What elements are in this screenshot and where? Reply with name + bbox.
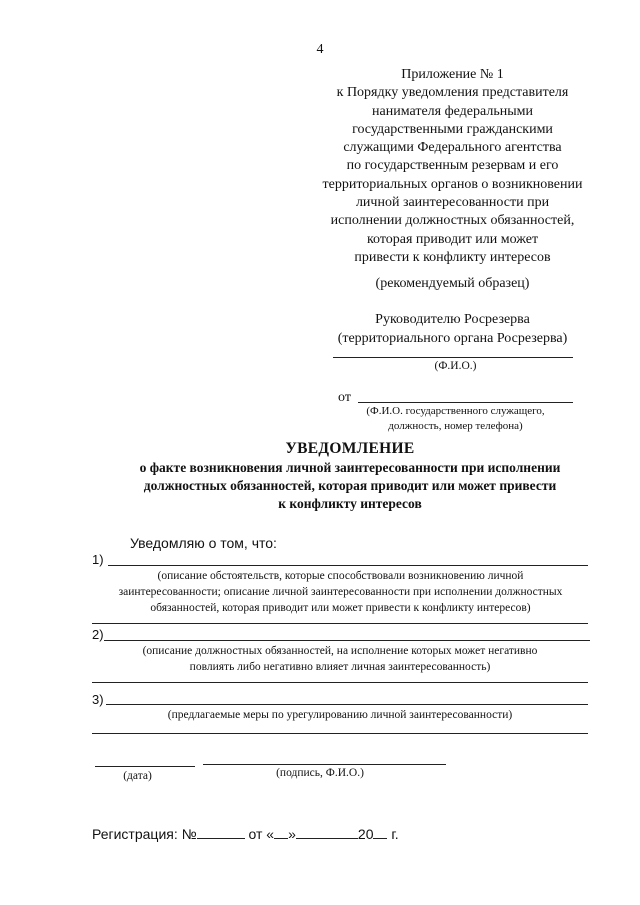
registration-day-blank (274, 826, 288, 839)
registration-year-prefix: 20 (357, 826, 374, 842)
caption-line: (предлагаемые меры по урегулированию личной заинтересованности) (167, 709, 513, 721)
from-caption-line: (Ф.И.О. государственного служащего, (366, 405, 545, 417)
registration-from: от « (248, 826, 275, 842)
item-2-caption (95, 643, 585, 675)
appendix-line: по государственным резервам и его (346, 158, 559, 174)
date-line (95, 766, 195, 767)
registration-label: Регистрация: № (92, 826, 197, 842)
caption-line: (описание обстоятельств, которые способствовали возникновению личной (157, 570, 524, 582)
registration-year-suffix: г. (391, 826, 399, 842)
caption-line: заинтересованности; описание личной заинтересованности при исполнении должностных (118, 586, 563, 598)
subtitle-line: к конфликту интересов (278, 496, 422, 511)
document-title: УВЕДОМЛЕНИЕ (285, 440, 415, 457)
registration-close-quote: » (288, 826, 296, 842)
fio-underline (333, 357, 573, 358)
addressee-line: (территориального органа Росрезерва) (337, 330, 568, 346)
item-2-line (104, 640, 590, 641)
caption-line: повлиять либо негативно влияет личная заинтересованность) (189, 661, 491, 673)
appendix-line: Приложение № 1 (401, 67, 504, 82)
signature-caption: (подпись, Ф.И.О.) (276, 767, 364, 779)
item-1-caption (88, 568, 593, 616)
caption-line: (описание должностных обязанностей, на исполнение которых может негативно (142, 645, 538, 657)
fio-caption: (Ф.И.О.) (434, 360, 477, 372)
appendix-line: исполнении должностных обязанностей, (330, 213, 575, 229)
appendix-line: личной заинтересованности при (355, 195, 550, 211)
appendix-line: служащими Федерального агентства (343, 140, 562, 156)
item-1-line (108, 565, 588, 566)
appendix-line: к Порядку уведомления представителя (336, 85, 569, 101)
registration-number-blank (197, 826, 245, 839)
registration-month-blank (296, 826, 358, 839)
appendix-line: государственными гражданскими (352, 121, 553, 137)
item-2-line-2 (92, 682, 588, 683)
addressee (300, 311, 605, 348)
item-number: 3) (92, 692, 104, 707)
item-3-line-2 (92, 733, 588, 734)
registration-year-blank (373, 826, 387, 839)
from-label: от (338, 390, 351, 405)
page-number: 4 (316, 42, 324, 57)
appendix-line: которая приводит или может (366, 231, 539, 247)
from-caption (333, 404, 578, 434)
appendix-line: привести к конфликту интересов (354, 249, 551, 265)
addressee-line: Руководителю Росрезерва (375, 312, 530, 327)
caption-line: обязанностей, которая приводит или может привести к конфликту интересов) (150, 602, 531, 614)
recommended-sample-label: (рекомендуемый образец) (375, 276, 530, 291)
document-subtitle (80, 459, 620, 513)
intro-text: Уведомляю о том, что: (130, 535, 277, 551)
signature-line (203, 764, 446, 765)
item-number: 1) (92, 552, 104, 567)
item-3-line (106, 704, 588, 705)
from-caption-line: должность, номер телефона) (388, 420, 523, 432)
registration-line (92, 826, 399, 842)
item-number: 2) (92, 627, 104, 642)
appendix-line: территориальных органов о возникновении (322, 176, 583, 192)
item-1-line-2 (92, 623, 588, 624)
subtitle-line: должностных обязанностей, которая приводит или может привести (143, 478, 557, 493)
date-caption: (дата) (123, 770, 152, 782)
from-underline (358, 402, 573, 403)
subtitle-line: о факте возникновения личной заинтересованности при исполнении (139, 460, 561, 475)
appendix-header (300, 66, 605, 267)
appendix-line: нанимателя федеральными (372, 103, 533, 119)
item-3-caption (100, 707, 580, 723)
